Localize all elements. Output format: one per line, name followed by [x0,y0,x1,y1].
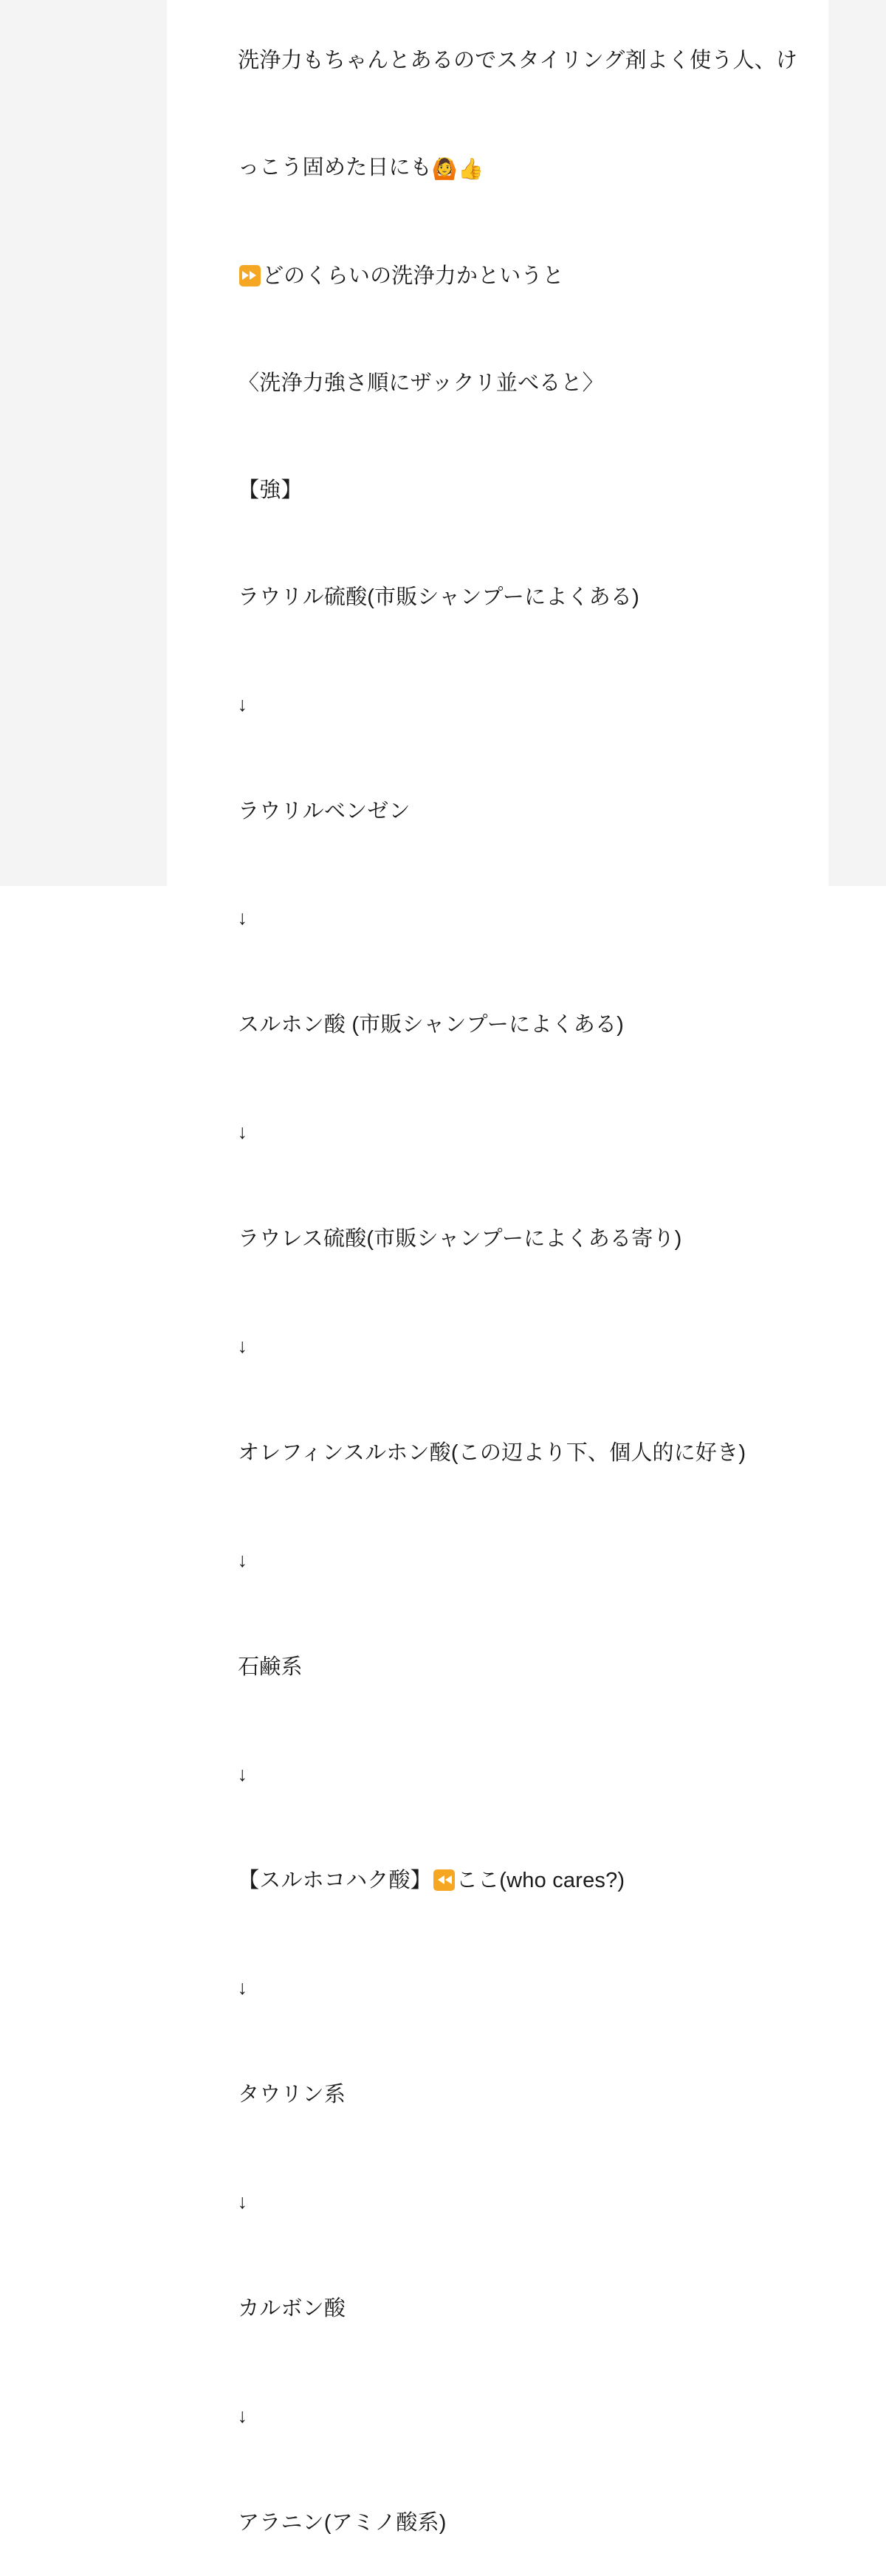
text-line [189,1186,817,1293]
arrow-glyph: ↓ [237,1548,248,1571]
arrow-glyph: ↓ [237,1334,248,1357]
right-gutter [828,0,886,886]
down-arrow-icon [189,1934,817,2041]
arrow-glyph: ↓ [237,693,248,715]
text-line [189,1400,817,1507]
arrow-glyph: ↓ [237,907,248,930]
left-gutter [0,0,167,886]
text-line [189,2469,817,2576]
emoji-woman-ok-thumbsup: 🙆👍 [431,157,484,181]
line-text: ラウリル硫酸(市販シャンプーによくある) [238,585,639,609]
arrow-glyph: ↓ [237,2404,248,2427]
down-arrow-icon [189,2149,817,2256]
line-text: っこう固めた日にも [238,156,432,180]
line-text: オレフィンスルホン酸(この辺より下、個人的に好き) [238,1440,746,1465]
text-sheet [167,0,828,2535]
text-body [189,7,817,2576]
line-text: スルホン酸 (市販シャンプーによくある) [238,1013,624,1037]
down-arrow-icon [189,650,817,758]
arrow-glyph: ↓ [237,2191,248,2213]
text-line [189,2041,817,2149]
down-arrow-icon [189,1720,817,1827]
down-arrow-icon [189,865,817,972]
line-text: 石鹸系 [238,1655,303,1679]
line-text: ラウレス硫酸(市販シャンプーによくある寄り) [238,1227,682,1251]
text-line [189,543,817,650]
line-text-post: ここ(who cares?) [456,1869,625,1893]
text-line [189,972,817,1079]
line-text: 〈洗浄力強さ順にザックリ並べると〉 [238,371,604,395]
fast-forward-icon [239,265,261,286]
line-text: 【強】 [238,478,303,502]
line-text-pre: 【スルホコハク酸】 [238,1869,432,1893]
down-arrow-icon [189,1506,817,1613]
down-arrow-icon [189,1079,817,1186]
arrow-glyph: ↓ [237,1762,248,1785]
text-line [189,2256,817,2363]
text-line [189,758,817,865]
line-text: タウリン系 [238,2083,346,2107]
down-arrow-icon [189,1293,817,1400]
text-line [189,223,817,330]
text-line [189,330,817,437]
line-text: どのくらいの洗浄力かというと [262,264,564,289]
line-text: アラニン(アミノ酸系) [238,2510,447,2535]
arrow-glyph: ↓ [237,1976,248,1999]
text-line [189,114,817,223]
line-text: ラウリルベンゼン [238,799,411,823]
down-arrow-icon [189,2363,817,2470]
text-line-highlight [189,1827,817,1934]
arrow-glyph: ↓ [237,1121,248,1144]
text-line [189,1613,817,1720]
text-line [189,7,817,114]
line-text: カルボン酸 [238,2297,346,2321]
text-line-heading-strong [189,437,817,544]
rewind-icon [433,1869,455,1891]
line-text: 洗浄力もちゃんとあるのでスタイリング剤よく使う人、け [238,49,798,73]
